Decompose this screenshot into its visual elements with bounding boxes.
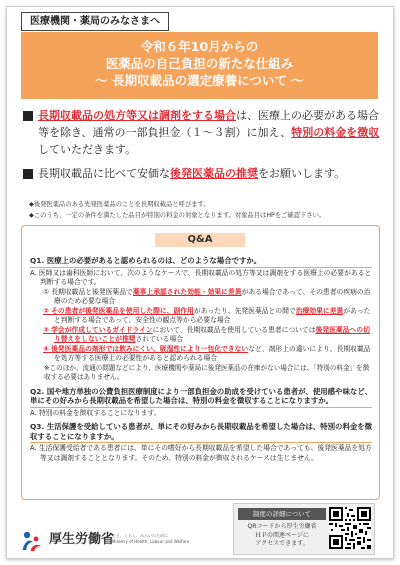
- logo-subtitle: [112, 533, 189, 544]
- answer-item-highlight: ④ 後発医薬品の剤形では飲みにくい、吸湿性により一包化できない: [43, 344, 249, 353]
- notes: [29, 199, 379, 221]
- logo-name: 厚生労働省: [49, 532, 115, 547]
- answer-item-text: など、剤形上の違いにより、長期収載品を処方等する医療上の必要性があると認められる場合: [54, 344, 371, 362]
- qr-panel: [233, 503, 375, 555]
- question-text: 医療上の必要があると認められるのは、どのような場合ですか。: [46, 256, 262, 265]
- bullet-1-text: [38, 107, 381, 158]
- answer-item-highlight: 治療効果に差異: [295, 306, 344, 315]
- question-3: [30, 422, 372, 443]
- bullet-2-red: 後発医薬品の推奨: [170, 167, 258, 180]
- answer-1-item-2: [43, 306, 372, 326]
- title-line-3: ～ 長期収載品の選定療養について ～: [95, 73, 304, 88]
- answer-item-highlight: 薬事上承認された効能・効果に差異: [132, 287, 242, 296]
- answer-1-item-1: [43, 287, 372, 307]
- bullet-generic-recommend: [21, 165, 381, 182]
- qr-desc-line: QRコードから厚生労働省: [247, 523, 317, 530]
- question-2: [30, 387, 372, 408]
- answer-item-highlight: ② その患者が後発医薬品を使用した際に、副作用: [43, 306, 194, 315]
- bullet-1-red-1: 長期収載品の処方等又は調剤をする場合: [38, 109, 236, 122]
- bullet-2-text-1: 長期収載品に比べて安価な: [38, 167, 170, 180]
- qa-body: [30, 252, 372, 463]
- logo-subtitle-jp: ひと、くらし、みらいのために: [112, 533, 168, 538]
- note-line: ◆後発医薬品のある先発医薬品のことを長期収載品と呼びます。: [29, 201, 210, 208]
- answer-item-text: において、長期収載品を使用している患者については: [152, 325, 316, 334]
- qr-desc-line: アクセスできます。: [255, 540, 309, 547]
- answer-1-list: [30, 288, 372, 364]
- logo-subtitle-en: Ministry of Health, Labour and Welfare: [112, 538, 190, 544]
- title-line-1: 令和６年10月からの: [140, 39, 259, 54]
- audience-label: 医療機関・薬局のみなさまへ: [21, 12, 169, 31]
- question-number: Q1.: [30, 256, 45, 265]
- answer-item-text: があったり、先発医薬品との間で: [193, 306, 296, 315]
- bullet-special-fee: [21, 107, 381, 158]
- title-line-2: 医薬品の自己負担の新たな仕組み: [105, 56, 294, 71]
- question-text: 国や地方単独の公費負担医療制度により一部負担金の助成を受けている患者が、使用感や味など、単にその好みから長期収載品を希望した場合は、特別の料金を徴収することになりますか。: [30, 386, 373, 405]
- qr-description: [238, 523, 326, 549]
- question-number: Q3.: [30, 422, 45, 431]
- bullet-1-text-3: していただきます。: [38, 143, 137, 156]
- note-line: ◆このうち、一定の条件を満たした品目が特別の料金の対象となります。対象品目はHPをご確認下さい。: [29, 212, 326, 219]
- answer-3: A. 生活保護受給者である患者には、単にその嗜好から長期収載品を希望した場合であっても、後発医薬品を処方等又は調剤することとなります。そのため、特別の料金が徴収されるケースは生じません。: [30, 444, 372, 462]
- qa-section: [21, 225, 380, 500]
- answer-item-text: ① 長期収載品と後発医薬品で: [43, 287, 133, 296]
- bullet-1-red-2: 特別の料金を徴収: [291, 126, 380, 139]
- qr-desc-line: ＨＰの関連ページに: [255, 531, 309, 539]
- question-text: 生活保護を受給している患者が、単にその好みから長期収載品を希望した場合は、特別の料金を徴収することになりますか。: [30, 422, 373, 441]
- square-bullet-icon: [23, 169, 33, 179]
- answer-item-highlight: 後発医薬品への切り替えをしないことが推奨: [54, 325, 370, 343]
- answer-2: A. 特別の料金を徴収することになります。: [30, 408, 161, 417]
- square-bullet-icon: [23, 111, 33, 121]
- question-1: [30, 256, 372, 268]
- qr-code-icon[interactable]: [329, 507, 371, 549]
- leaflet-page: [6, 6, 394, 559]
- bullet-1-text-1: は、医療上の必要があ: [236, 109, 346, 122]
- answer-1-note: ※このほか、流通の問題などにより、医療機関や薬局に後発医薬品の在庫がない場合には、「特別の料金」を徴収する必要はありません。: [44, 363, 370, 381]
- answer-item-text: されている場合: [135, 335, 184, 343]
- answer-1-item-4: [43, 344, 372, 364]
- title-banner: [21, 32, 378, 99]
- answer-item-text: がある場合であって、その患者の疾病の治療のため必要な場合: [54, 287, 371, 305]
- bullet-1-text-2: る場合等を除き、通常の一部負担金（１～３割）に加え、: [38, 109, 379, 139]
- answer-1-item-3: [43, 325, 372, 345]
- mhlw-logo-icon: [21, 530, 45, 552]
- answer-item-highlight: ③ 学会が作成しているガイドライン: [43, 325, 153, 334]
- answer-item-text: があったと判断する場合であって、安全性の観点等から必要な場合: [54, 306, 371, 324]
- bullet-2-text: [38, 165, 381, 182]
- question-number: Q2.: [30, 386, 45, 396]
- qr-label: 制度の詳細について: [238, 508, 326, 520]
- answer-1-intro: A. 医師又は歯科医師において、次のようなケースで、長期収載品の処方等又は調剤をする医療上の必要があると判断する場合です。: [30, 268, 372, 286]
- bullet-2-text-2: をお願いします。: [258, 167, 346, 180]
- qa-heading: Q&A: [155, 233, 245, 247]
